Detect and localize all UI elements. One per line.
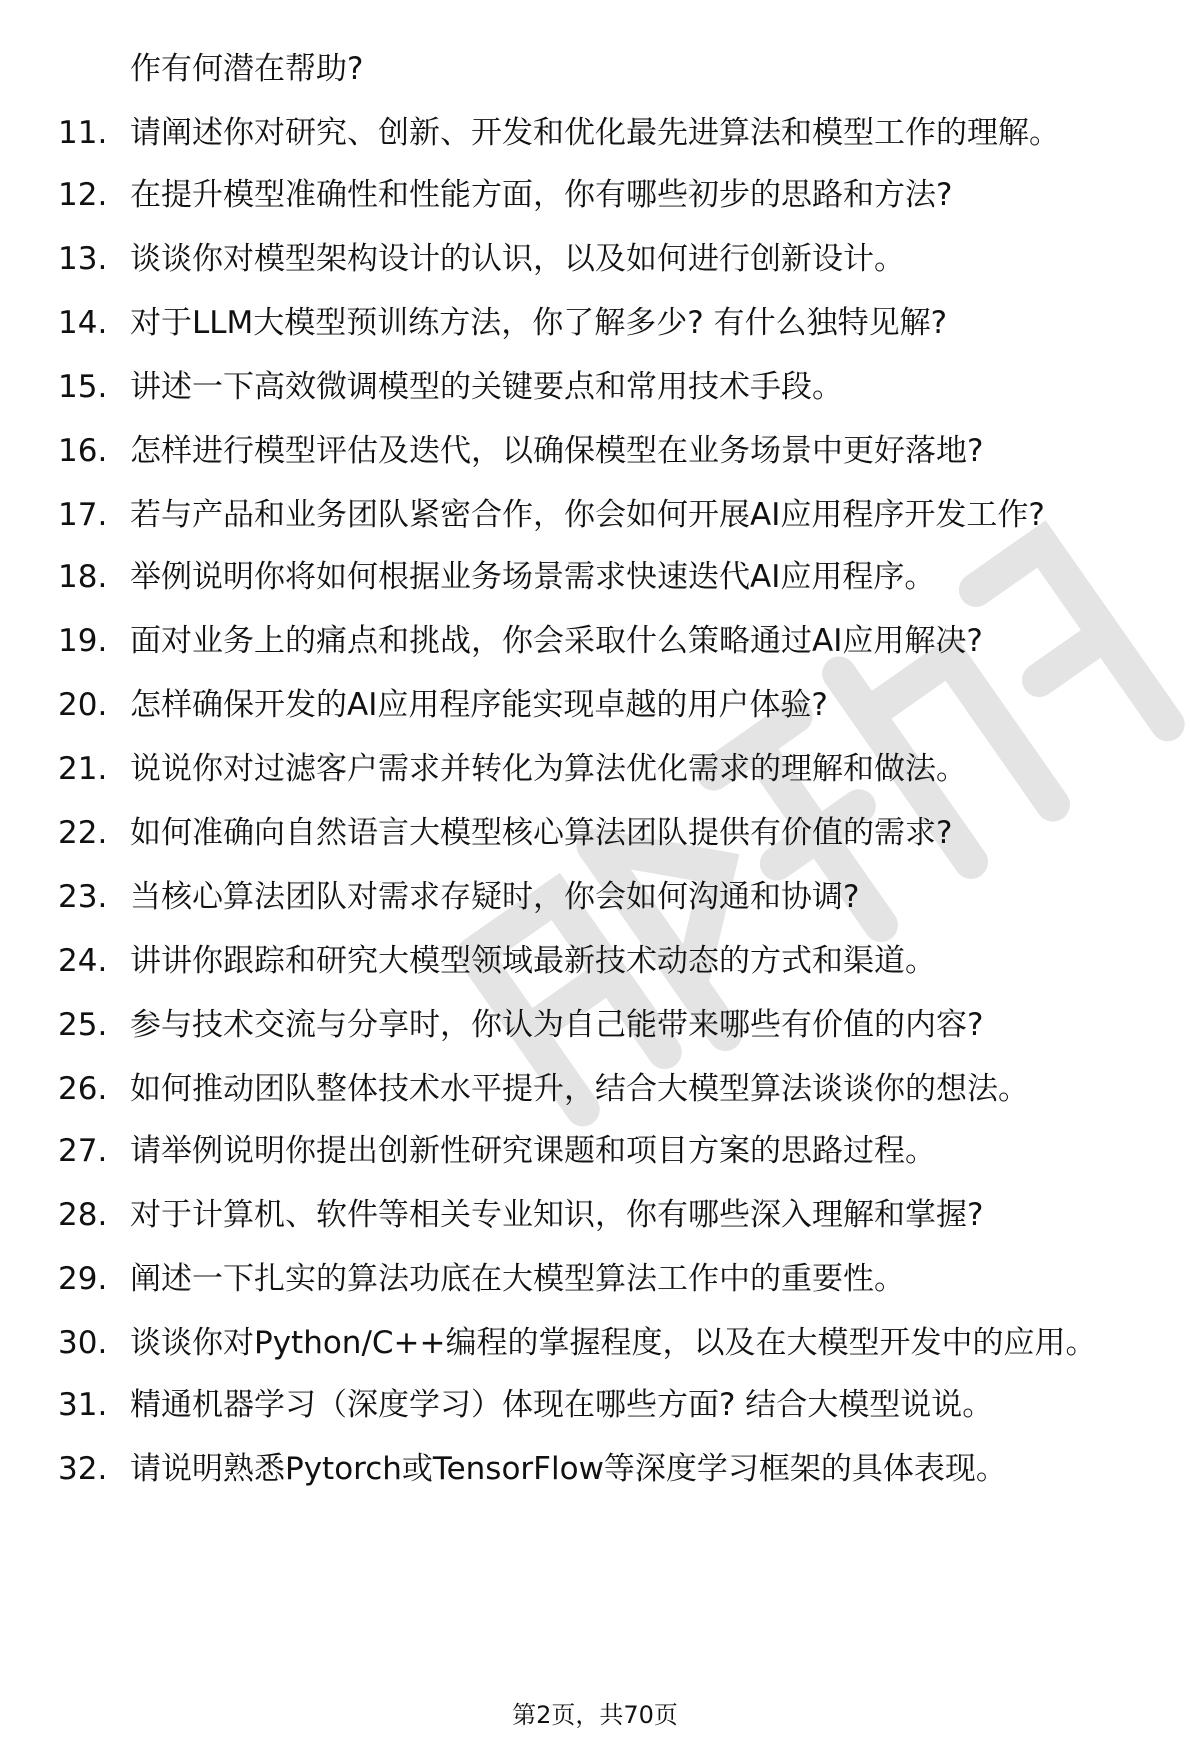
list-item	[58, 238, 1148, 280]
list-item	[58, 1004, 1148, 1046]
question-number: 32.	[58, 1451, 108, 1487]
question-number: 27.	[58, 1133, 108, 1169]
question-number: 15.	[58, 369, 108, 405]
question-number: 26.	[58, 1071, 108, 1107]
question-text: 怎样进行模型评估及迭代，以确保模型在业务场景中更好落地?	[130, 433, 984, 469]
question-text: 请举例说明你提出创新性研究课题和项目方案的思路过程。	[130, 1133, 936, 1169]
question-text: 如何准确向自然语言大模型核心算法团队提供有价值的需求?	[130, 815, 953, 851]
question-number: 11.	[58, 115, 108, 151]
list-item	[58, 1068, 1148, 1110]
list-item	[58, 1130, 1148, 1172]
question-number: 22.	[58, 815, 108, 851]
list-item	[58, 366, 1148, 408]
question-number: 17.	[58, 497, 108, 533]
question-number: 29.	[58, 1261, 108, 1297]
list-item	[58, 174, 1148, 216]
question-text: 当核心算法团队对需求存疑时，你会如何沟通和协调?	[130, 879, 860, 915]
question-text: 对于计算机、软件等相关专业知识，你有哪些深入理解和掌握?	[130, 1197, 984, 1233]
list-item	[58, 812, 1148, 854]
question-number: 24.	[58, 943, 108, 979]
question-number: 28.	[58, 1197, 108, 1233]
list-item	[58, 302, 1148, 344]
list-item	[58, 430, 1148, 472]
list-item	[58, 556, 1148, 598]
list-item	[58, 748, 1148, 790]
question-number: 31.	[58, 1387, 108, 1423]
list-item	[58, 112, 1148, 154]
question-text: 在提升模型准确性和性能方面，你有哪些初步的思路和方法?	[130, 177, 953, 213]
question-text: 面对业务上的痛点和挑战，你会采取什么策略通过AI应用解决?	[130, 623, 983, 659]
question-text: 说说你对过滤客户需求并转化为算法优化需求的理解和做法。	[130, 751, 967, 787]
question-text: 对于LLM大模型预训练方法，你了解多少? 有什么独特见解?	[130, 305, 948, 341]
list-item	[58, 1322, 1148, 1364]
question-number: 19.	[58, 623, 108, 659]
question-text: 请说明熟悉Pytorch或TensorFlow等深度学习框架的具体表现。	[130, 1451, 1007, 1487]
question-text: 怎样确保开发的AI应用程序能实现卓越的用户体验?	[130, 687, 828, 723]
continued-question-text: 作有何潜在帮助?	[130, 51, 364, 87]
question-text: 精通机器学习（深度学习）体现在哪些方面? 结合大模型说说。	[130, 1387, 994, 1423]
question-number: 16.	[58, 433, 108, 469]
list-item	[58, 684, 1148, 726]
question-number: 21.	[58, 751, 108, 787]
question-number: 20.	[58, 687, 108, 723]
list-item	[58, 1384, 1148, 1426]
question-number: 14.	[58, 305, 108, 341]
list-item	[58, 1194, 1148, 1236]
list-item	[58, 940, 1148, 982]
question-number: 25.	[58, 1007, 108, 1043]
list-item	[58, 1448, 1148, 1490]
question-number: 18.	[58, 559, 108, 595]
question-list	[58, 112, 1148, 1490]
question-text: 讲讲你跟踪和研究大模型领域最新技术动态的方式和渠道。	[130, 943, 936, 979]
list-item	[58, 876, 1148, 918]
question-text: 如何推动团队整体技术水平提升，结合大模型算法谈谈你的想法。	[130, 1071, 1029, 1107]
question-text: 讲述一下高效微调模型的关键要点和常用技术手段。	[130, 369, 843, 405]
page-number-footer: 第2页，共70页	[512, 1701, 678, 1729]
list-item	[58, 620, 1148, 662]
question-text: 谈谈你对Python/C++编程的掌握程度，以及在大模型开发中的应用。	[130, 1325, 1097, 1361]
question-number: 23.	[58, 879, 108, 915]
question-text: 阐述一下扎实的算法功底在大模型算法工作中的重要性。	[130, 1261, 905, 1297]
question-text: 若与产品和业务团队紧密合作，你会如何开展AI应用程序开发工作?	[130, 497, 1045, 533]
list-item	[58, 494, 1148, 536]
question-number: 30.	[58, 1325, 108, 1361]
question-text: 参与技术交流与分享时，你认为自己能带来哪些有价值的内容?	[130, 1007, 984, 1043]
question-list-container	[58, 48, 1148, 1512]
question-number: 13.	[58, 241, 108, 277]
question-number: 12.	[58, 177, 108, 213]
list-item	[58, 1258, 1148, 1300]
question-text: 谈谈你对模型架构设计的认识，以及如何进行创新设计。	[130, 241, 905, 277]
question-text: 请阐述你对研究、创新、开发和优化最先进算法和模型工作的理解。	[130, 115, 1060, 151]
question-text: 举例说明你将如何根据业务场景需求快速迭代AI应用程序。	[130, 559, 936, 595]
